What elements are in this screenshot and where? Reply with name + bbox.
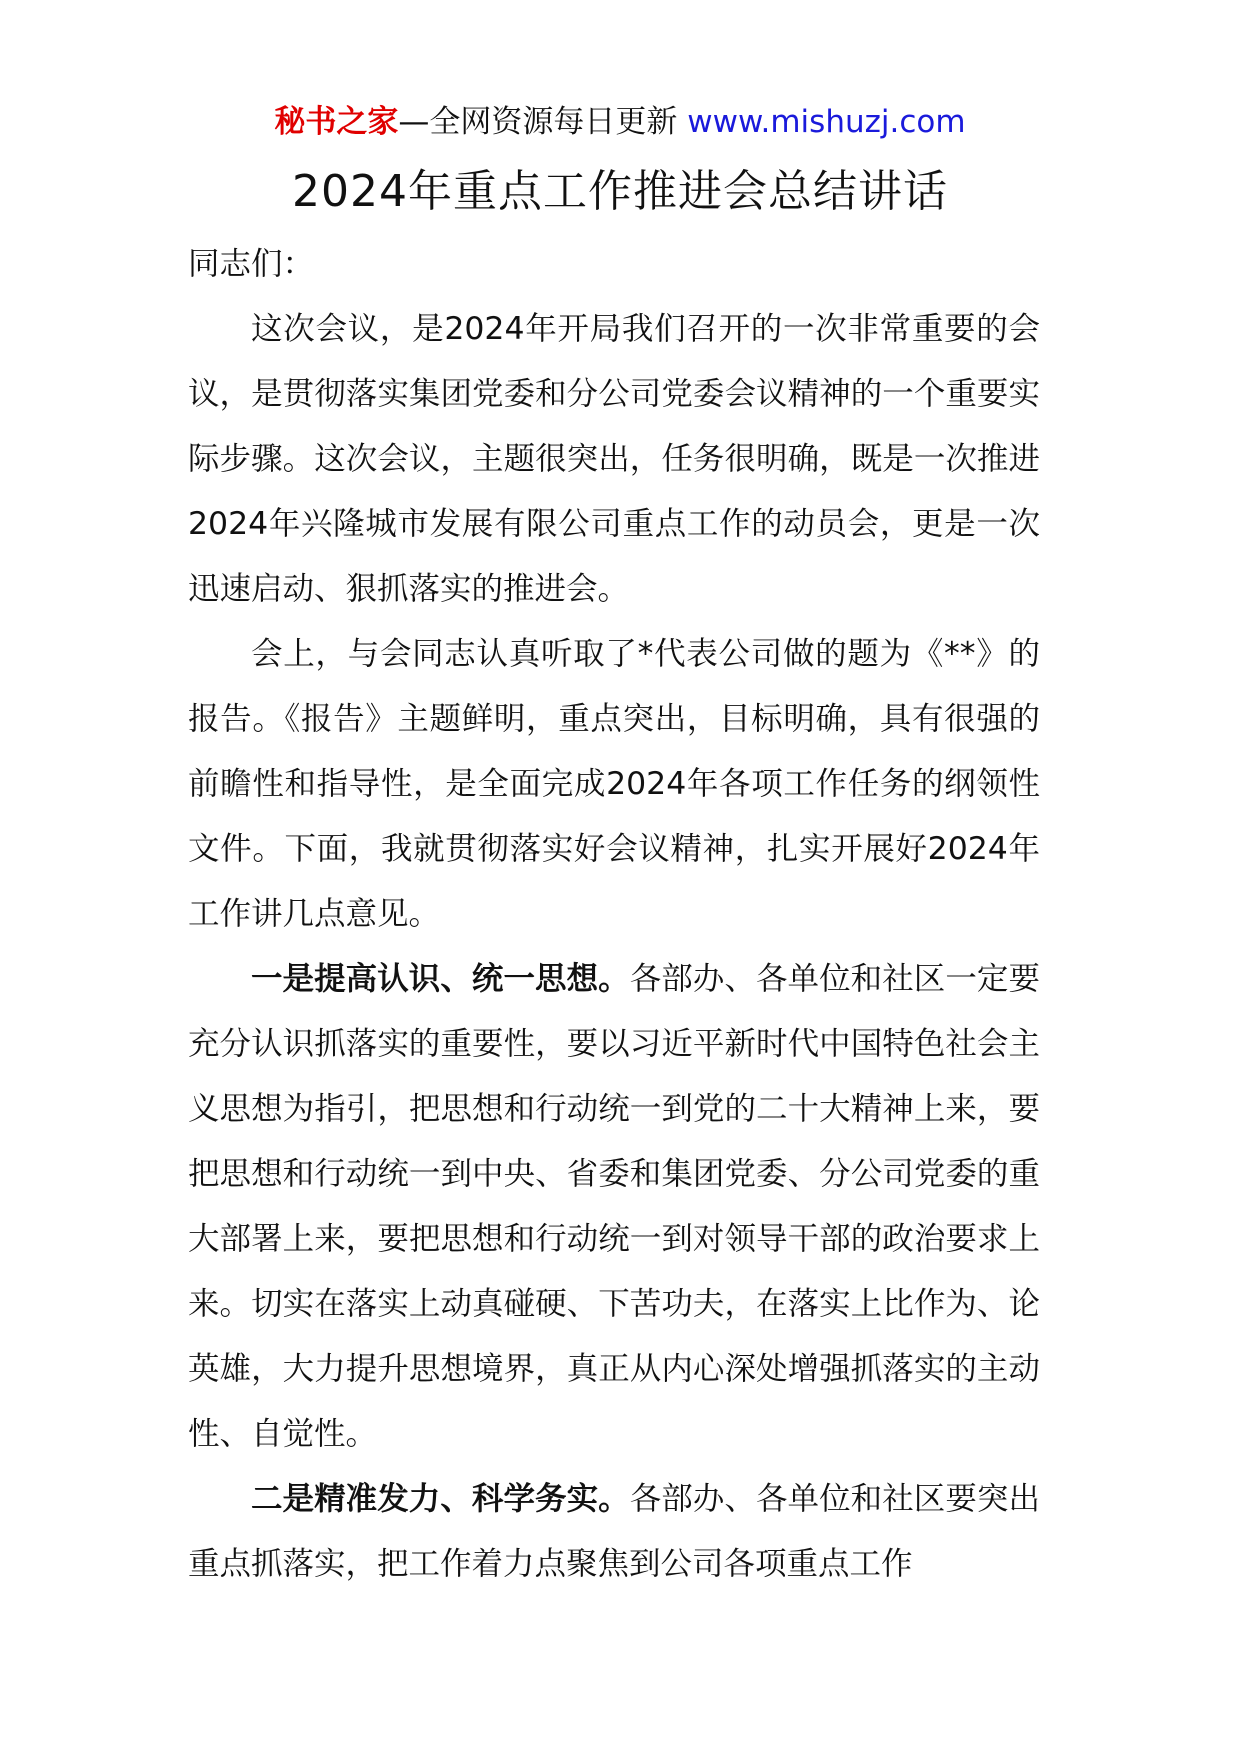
salutation: 同志们： (188, 246, 315, 282)
paragraph-2 (188, 622, 1040, 947)
paragraph-3-lead: 一是提高认识、统一思想。 (251, 961, 630, 997)
paragraph-1 (188, 297, 1040, 622)
document-body (188, 232, 1040, 1597)
paragraph-3 (188, 947, 1040, 1467)
paragraph-4-text: 各部办、各单位和社区要突出重点抓落实，把工作着力点聚焦到公司各项重点工作 (188, 1481, 1040, 1582)
header-slogan: —全网资源每日更新 (398, 104, 678, 140)
watermark-header (0, 100, 1240, 144)
paragraph-4 (188, 1467, 1040, 1597)
paragraph-2-text: 会上，与会同志认真听取了*代表公司做的题为《**》的报告。《报告》主题鲜明，重点突出，目标明确，具有很强的前瞻性和指导性，是全面完成2024年各项工作任务的纲领性文件。下面，我就贯彻落实好会议精神，扎实开展好2024年工作讲几点意见。 (188, 636, 1040, 932)
paragraph-1-text: 这次会议，是2024年开局我们召开的一次非常重要的会议，是贯彻落实集团党委和分公司党委会议精神的一个重要实际步骤。这次会议，主题很突出，任务很明确，既是一次推进2024年兴隆城市发展有限公司重点工作的动员会，更是一次迅速启动、狠抓落实的推进会。 (188, 311, 1040, 607)
brand-name: 秘书之家 (274, 104, 399, 140)
header-url: www.mishuzj.com (687, 104, 966, 140)
document-title: 2024年重点工作推进会总结讲话 (292, 166, 948, 217)
paragraph-3-text: 各部办、各单位和社区一定要充分认识抓落实的重要性，要以习近平新时代中国特色社会主义思想为指引，把思想和行动统一到党的二十大精神上来，要把思想和行动统一到中央、省委和集团党委、分公司党委的重大部署上来，要把思想和行动统一到对领导干部的政治要求上来。切实在落实上动真碰硬、下苦功夫，在落实上比作为、论英雄，大力提升思想境界，真正从内心深处增强抓落实的主动性、自觉性。 (188, 961, 1040, 1452)
paragraph-4-lead: 二是精准发力、科学务实。 (251, 1481, 630, 1517)
